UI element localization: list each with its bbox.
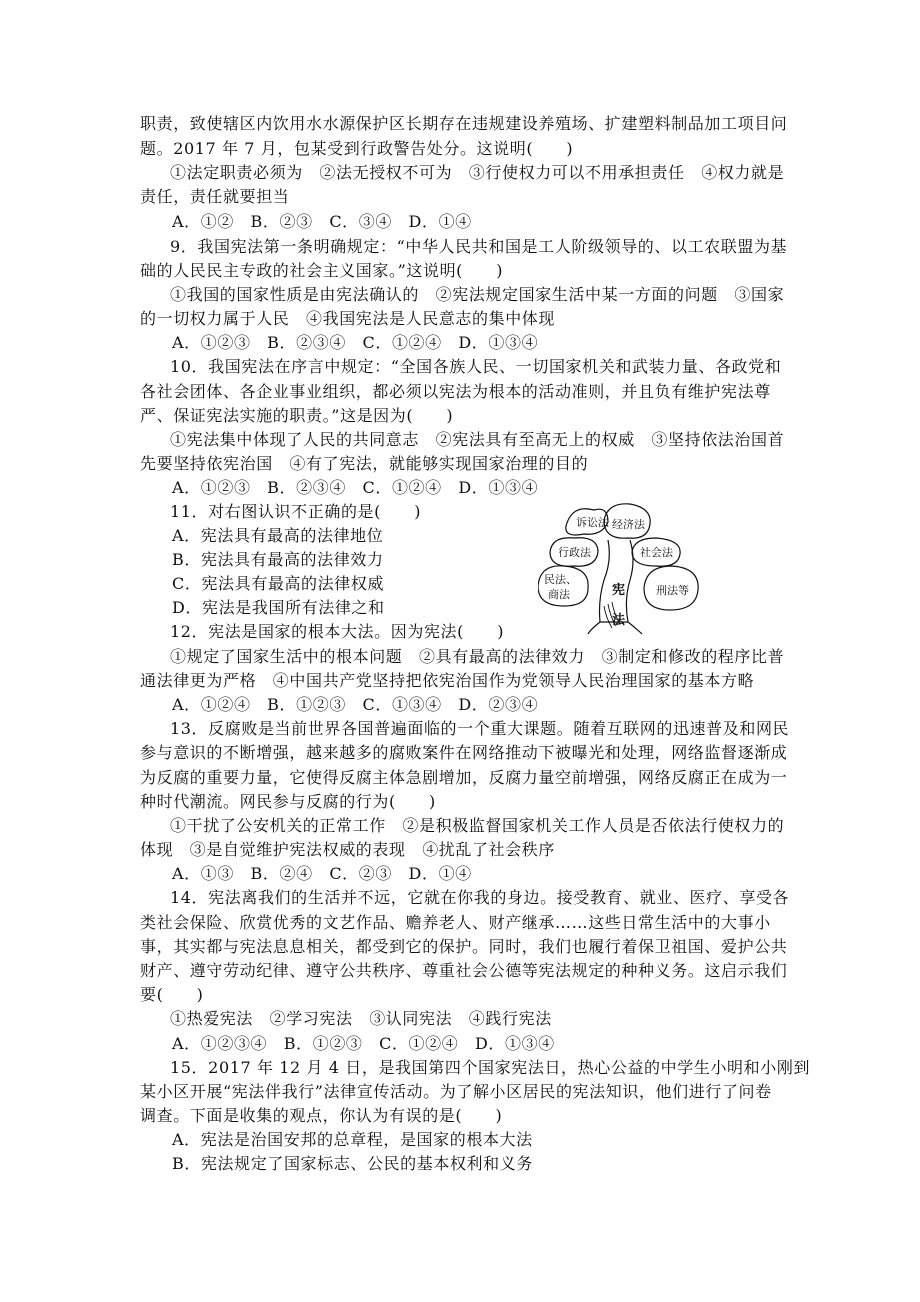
tree-leaf-litigation-law: 诉讼法 <box>576 516 609 529</box>
question-11: 11．对右图认识不正确的是( ) <box>170 502 422 521</box>
answer-options: A．①② B．②③ C．③④ D．①④ <box>172 212 472 231</box>
tree-leaf-social-law: 社会法 <box>640 546 673 559</box>
text-line: 类社会保险、欣赏优秀的文艺作品、赡养老人、财产继承……这些日常生活中的大事小 <box>140 913 771 932</box>
option-c: C．宪法具有最高的法律权威 <box>172 574 385 593</box>
text-line: 种时代潮流。网民参与反腐的行为( ) <box>140 792 436 811</box>
text-line: 调查。下面是收集的观点，你认为有误的是( ) <box>140 1106 503 1125</box>
tree-trunk-label-2: 法 <box>612 613 626 628</box>
question-9: 9．我国宪法第一条明确规定：“中华人民共和国是工人阶级领导的、以工农联盟为基 <box>170 237 788 256</box>
text-line: 责任，责任就要担当 <box>140 187 290 206</box>
text-line: 严、保证宪法实施的职责。”这是因为( ) <box>140 406 454 425</box>
text-line: ①热爱宪法 ②学习宪法 ③认同宪法 ④践行宪法 <box>170 1009 552 1028</box>
tree-leaf-administrative-law: 行政法 <box>558 546 591 559</box>
tree-leaf-economic-law: 经济法 <box>612 518 645 531</box>
question-15: 15．2017 年 12 月 4 日，是我国第四个国家宪法日，热心公益的中学生小明和小刚到 <box>170 1058 811 1077</box>
text-line: ①法定职责必须为 ②法无授权不可为 ③行使权力可以不用承担责任 ④权力就是 <box>170 163 785 182</box>
answer-options: A．①②④ B．①②③ C．①③④ D．②③④ <box>172 695 539 714</box>
answer-options: A．①③ B．②④ C．②③ D．①④ <box>172 864 472 883</box>
question-14: 14．宪法离我们的生活并不远，它就在你我的身边。接受教育、就业、医疗、享受各 <box>170 888 790 907</box>
text-line: 财产、遵守劳动纪律、遵守公共秩序、尊重社会公德等宪法规定的种种义务。这启示我们 <box>140 961 788 980</box>
text-line: ①我国的国家性质是由宪法确认的 ②宪法规定国家生活中某一方面的问题 ③国家 <box>170 285 785 304</box>
answer-options: A．①②③④ B．①②③ C．①②④ D．①③④ <box>172 1034 555 1053</box>
text-line: 事，其实都与宪法息息相关，都受到它的保护。同时，我们也履行着保卫祖国、爱护公共 <box>140 937 788 956</box>
text-line: 通法律更为严格 ④中国共产党坚持把依宪治国作为党领导人民治理国家的基本方略 <box>140 671 755 690</box>
constitution-tree-diagram <box>538 500 700 635</box>
tree-leaf-civil-law: 民法、 <box>544 573 577 586</box>
question-13: 13．反腐败是当前世界各国普遍面临的一个重大课题。随着互联网的迅速普及和网民 <box>170 719 790 738</box>
tree-trunk-label-1: 宪 <box>612 583 626 598</box>
text-line: 某小区开展“宪法伴我行”法律宣传活动。为了解小区居民的宪法知识，他们进行了问卷 <box>140 1082 772 1101</box>
text-line: ①干扰了公安机关的正常工作 ②是积极监督国家机关工作人员是否依法行使权力的 <box>170 816 785 835</box>
text-line: 各社会团体、各企业事业组织，都必须以宪法为根本的活动准则，并且负有维护宪法尊 <box>140 382 771 401</box>
tree-leaf-criminal-law: 刑法等 <box>656 584 689 597</box>
text-line: 为反腐的重要力量，它使得反腐主体急剧增加，反腐力量空前增强，网络反腐正在成为一 <box>140 768 788 787</box>
tree-leaf-commercial-law: 商法 <box>548 588 570 601</box>
option-a: A．宪法具有最高的法律地位 <box>172 526 384 545</box>
text-line: 体现 ③是自觉维护宪法权威的表现 ④扰乱了社会秩序 <box>140 840 556 859</box>
option-a: A．宪法是治国安邦的总章程，是国家的根本大法 <box>172 1130 533 1149</box>
question-12: 12．宪法是国家的根本大法。因为宪法( ) <box>170 622 505 641</box>
text-line: ①规定了国家生活中的根本问题 ②具有最高的法律效力 ③制定和修改的程序比普 <box>170 647 785 666</box>
option-b: B．宪法规定了国家标志、公民的基本权利和义务 <box>172 1154 533 1173</box>
text-line: 参与意识的不断增强，越来越多的腐败案件在网络推动下被曝光和处理，网络监督逐渐成 <box>140 743 788 762</box>
text-line: 础的人民民主专政的社会主义国家。”这说明( ) <box>140 261 504 280</box>
text-line: 先要坚持依宪治国 ④有了宪法，就能够实现国家治理的目的 <box>140 454 589 473</box>
text-line: 题。2017 年 7 月，包某受到行政警告处分。这说明( ) <box>140 139 574 158</box>
option-b: B．宪法具有最高的法律效力 <box>172 550 384 569</box>
text-line: 要( ) <box>140 985 204 1004</box>
text-line: 职责，致使辖区内饮用水水源保护区长期存在违规建设养殖场、扩建塑料制品加工项目问 <box>140 114 788 133</box>
text-line: 的一切权力属于人民 ④我国宪法是人民意志的集中体现 <box>140 309 556 328</box>
answer-options: A．①②③ B．②③④ C．①②④ D．①③④ <box>172 478 539 497</box>
question-10: 10．我国宪法在序言中规定：“全国各族人民、一切国家机关和武装力量、各政党和 <box>170 357 782 376</box>
text-line: ①宪法集中体现了人民的共同意志 ②宪法具有至高无上的权威 ③坚持依法治国首 <box>170 430 785 449</box>
option-d: D．宪法是我国所有法律之和 <box>172 598 385 617</box>
answer-options: A．①②③ B．②③④ C．①②④ D．①③④ <box>172 333 539 352</box>
